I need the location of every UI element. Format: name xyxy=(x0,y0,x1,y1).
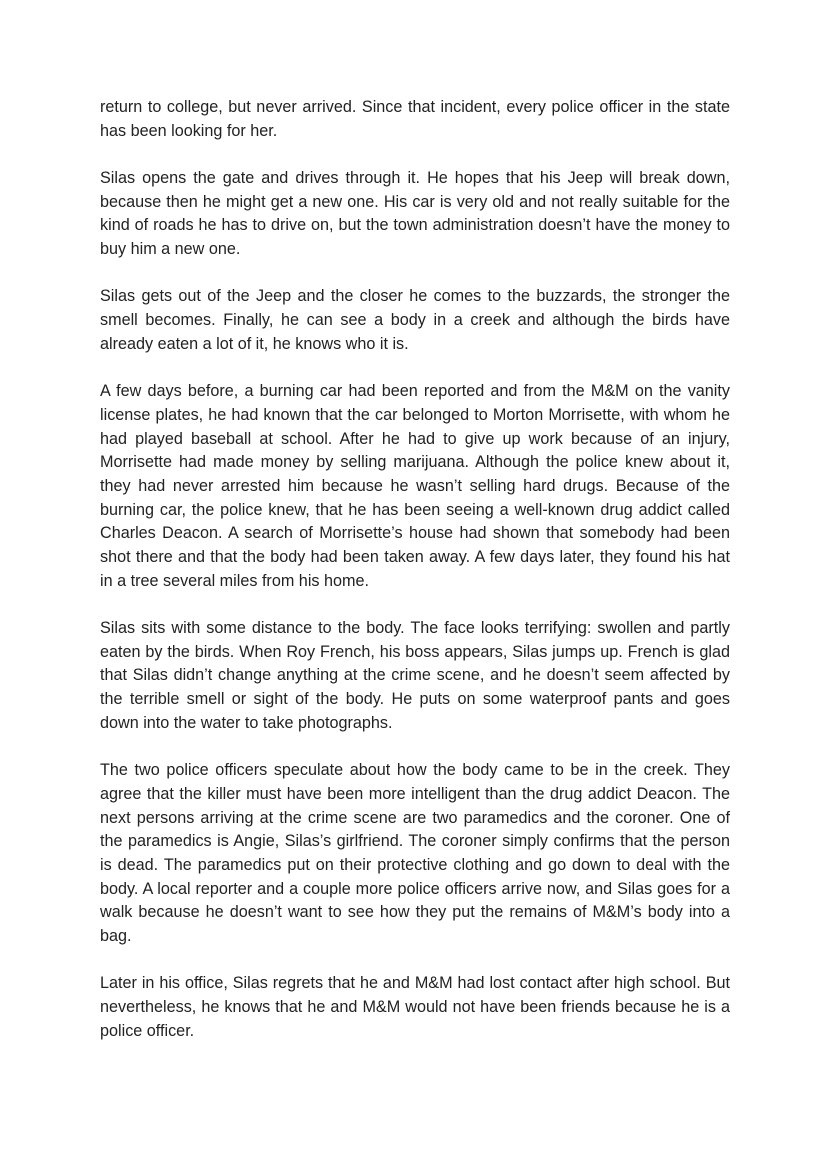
paragraph: A few days before, a burning car had been reported and from the M&M on the vanity license plates, he had known that the car belonged to Morton Morrisette, with whom he had played baseball at school. After he had to give up work because of an injury, Morrisette had made money by selling marijuana. Although the police knew about it, they had never arrested him because he wasn’t selling hard drugs. Because of the burning car, the police knew, that he has been seeing a well-known drug addict called Charles Deacon. A search of Morrisette’s house had shown that somebody had been shot there and that the body had been taken away. A few days later, they found his hat in a tree several miles from his home. xyxy=(100,382,730,590)
paragraph: Silas sits with some distance to the body. The face looks terrifying: swollen and partly eaten by the birds. When Roy French, his boss appears, Silas jumps up. French is glad that Silas didn’t change anything at the crime scene, and he doesn’t seem affected by the terrible smell or sight of the body. He puts on some waterproof pants and goes down into the water to take photographs. xyxy=(100,619,730,732)
document-page xyxy=(100,96,730,1067)
paragraph: Silas opens the gate and drives through it. He hopes that his Jeep will break down, because then he might get a new one. His car is very old and not really suitable for the kind of roads he has to drive on, but the town administration doesn’t have the money to buy him a new one. xyxy=(100,169,730,259)
paragraph: Later in his office, Silas regrets that he and M&M had lost contact after high school. But nevertheless, he knows that he and M&M would not have been friends because he is a police officer. xyxy=(100,974,730,1040)
paragraph: The two police officers speculate about how the body came to be in the creek. They agree that the killer must have been more intelligent than the drug addict Deacon. The next persons arriving at the crime scene are two paramedics and the coroner. One of the paramedics is Angie, Silas’s girlfriend. The coroner simply confirms that the person is dead. The paramedics put on their protective clothing and go down to deal with the body. A local reporter and a couple more police officers arrive now, and Silas goes for a walk because he doesn’t want to see how they put the remains of M&M’s body into a bag. xyxy=(100,761,730,946)
paragraph: Silas gets out of the Jeep and the closer he comes to the buzzards, the stronger the smell becomes. Finally, he can see a body in a creek and although the birds have already eaten a lot of it, he knows who it is. xyxy=(100,287,730,353)
paragraph: return to college, but never arrived. Since that incident, every police officer in the state has been looking for her. xyxy=(100,98,730,140)
